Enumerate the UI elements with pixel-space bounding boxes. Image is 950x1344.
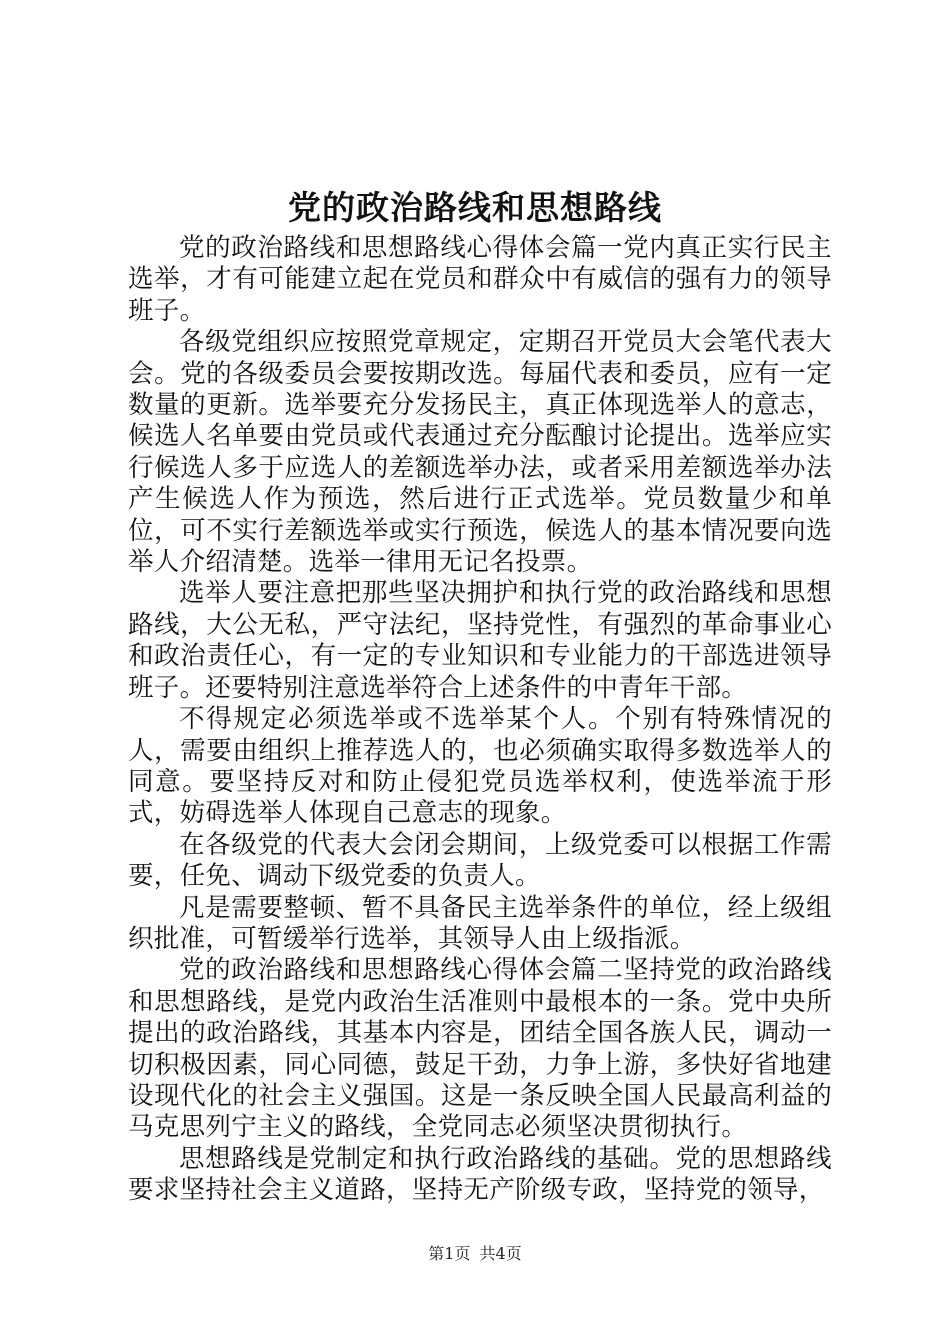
paragraph: 选举人要注意把那些坚决拥护和执行党的政治路线和思想路线，大公无私，严守法纪，坚持党性，有强烈的革命事业心和政治责任心，有一定的专业知识和专业能力的干部选进领导班子。还要特别注意选举符合上述条件的中青年干部。: [128, 578, 832, 703]
paragraph: 党的政治路线和思想路线心得体会篇一党内真正实行民主选举，才有可能建立起在党员和群众中有威信的强有力的领导班子。: [128, 233, 832, 326]
page-footer: [0, 1243, 950, 1265]
paragraph: 思想路线是党制定和执行政治路线的基础。党的思想路线要求坚持社会主义道路，坚持无产阶级专政，坚持党的领导，: [128, 1143, 832, 1206]
paragraph: 在各级党的代表大会闭会期间，上级党委可以根据工作需要，任免、调动下级党委的负责人。: [128, 829, 832, 892]
page-total: 共4页: [479, 1244, 522, 1263]
page-number: 第1页: [428, 1244, 471, 1263]
document-title: 党的政治路线和思想路线: [288, 188, 662, 227]
paragraph: 各级党组织应按照党章规定，定期召开党员大会笔代表大会。党的各级委员会要按期改选。每届代表和委员，应有一定数量的更新。选举要充分发扬民主，真正体现选举人的意志，候选人名单要由党员或代表通过充分酝酿讨论提出。选举应实行候选人多于应选人的差额选举办法，或者采用差额选举办法产生候选人作为预选，然后进行正式选举。党员数量少和单位，可不实行差额选举或实行预选，候选人的基本情况要向选举人介绍清楚。选举一律用无记名投票。: [128, 327, 832, 578]
paragraph: 凡是需要整顿、暂不具备民主选举条件的单位，经上级组织批准，可暂缓举行选举，其领导人由上级指派。: [128, 892, 832, 954]
document-body: [128, 233, 832, 1207]
paragraph: 党的政治路线和思想路线心得体会篇二坚持党的政治路线和思想路线，是党内政治生活准则中最根本的一条。党中央所提出的政治路线，其基本内容是，团结全国各族人民，调动一切积极因素，同心同德，鼓足干劲，力争上游，多快好省地建设现代化的社会主义强国。这是一条反映全国人民最高利益的马克思列宁主义的路线，全党同志必须坚决贯彻执行。: [128, 955, 832, 1143]
paragraph: 不得规定必须选举或不选举某个人。个别有特殊情况的人，需要由组织上推荐选人的，也必须确实取得多数选举人的同意。要坚持反对和防止侵犯党员选举权利，使选举流于形式，妨碍选举人体现自己意志的现象。: [128, 704, 832, 829]
